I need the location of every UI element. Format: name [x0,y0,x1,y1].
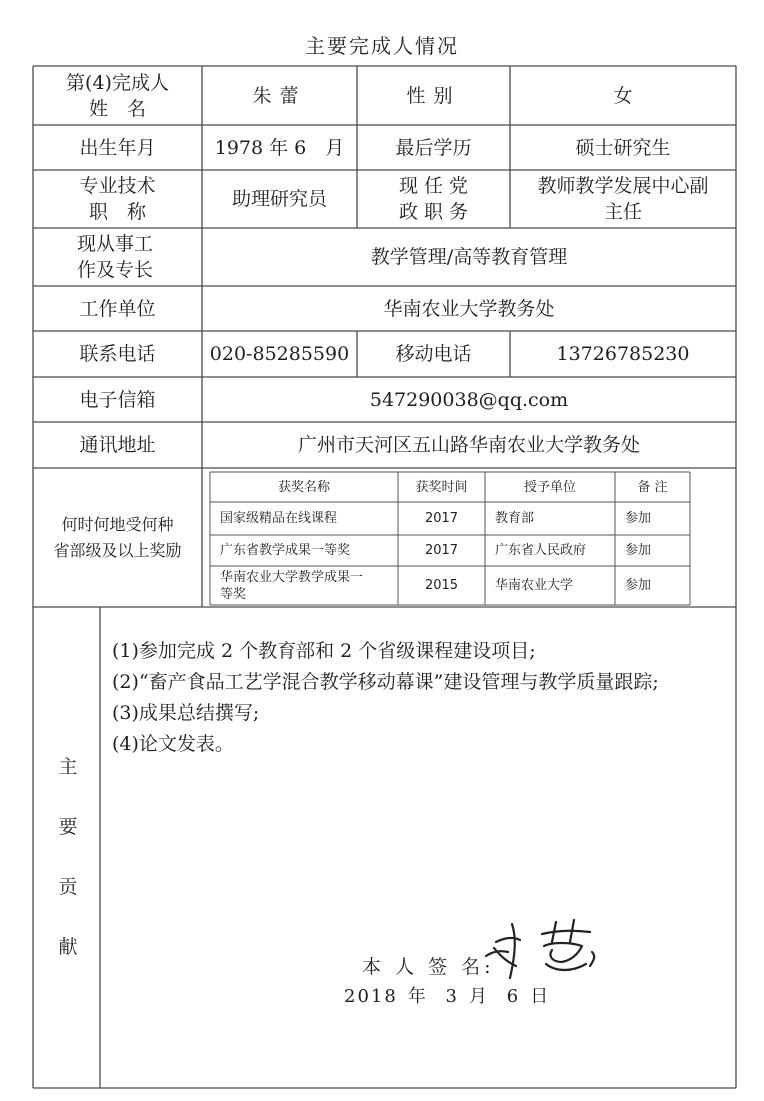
work-value: 教学管理/高等教育管理 [370,246,568,268]
contribution-label-char: 要 [58,816,78,838]
award-row-2-year: 2017 [424,543,459,558]
award-row-1-org: 教育部 [495,511,535,526]
page-title: 主要完成人情况 [305,34,459,58]
contribution-label-char: 主 [58,756,78,778]
signature-date [344,982,560,1008]
birth-label: 出生年月 [79,136,156,159]
award-row-3-name-2: 等奖 [220,586,247,602]
date-day: 6 [506,986,521,1007]
contribution-label-char: 贡 [58,876,78,898]
education-label: 最后学历 [395,136,472,159]
post-label-1: 现 任 党 [398,175,469,197]
gender-value: 女 [613,84,633,107]
address-value: 广州市天河区五山路华南农业大学教务处 [297,434,640,456]
handwritten-signature [482,912,602,982]
date-month: 3 [445,986,459,1007]
award-row-2-name: 广东省教学成果一等奖 [220,543,351,558]
award-row-1-note: 参加 [625,511,652,526]
contribution-label-char: 献 [58,936,78,958]
mobile-value: 13726785230 [556,343,690,365]
awards-label-2: 省部级及以上奖励 [53,540,182,560]
rank-label: 第(4)完成人 [66,71,169,94]
award-row-3-name [210,566,398,605]
award-row-2-org: 广东省人民政府 [495,543,587,558]
awards-header-note: 备 注 [637,479,668,495]
award-row-1-name: 国家级精品在线课程 [220,511,338,526]
contribution-label [50,752,86,992]
phone-value: 020-85285590 [209,343,350,365]
date-month-unit: 月 [469,986,489,1007]
post-label-cell [357,170,510,228]
date-year-unit: 年 [407,986,428,1007]
name-value: 朱蕾 [252,84,307,107]
tech-title-label-2: 职 称 [88,201,146,223]
tech-title-label-1: 专业技术 [79,175,156,197]
signature-label: 本 人 签 名: [362,956,495,978]
post-value-cell [510,170,736,228]
date-year: 2018 [344,986,398,1007]
post-value-2: 主任 [603,201,642,223]
award-row-1-year: 2017 [424,511,459,526]
date-day-unit: 日 [530,986,551,1007]
work-label-2: 作及专长 [77,259,154,281]
award-row-3-name-1: 华南农业大学教学成果一 [220,569,364,585]
email-label: 电子信箱 [79,388,156,411]
award-row-3-year: 2015 [424,578,459,593]
awards-label-1: 何时何地受何种 [61,514,174,534]
contribution-item: (4)论文发表。 [112,733,234,755]
rank-name-label-cell [33,66,202,125]
tech-title-label-cell [33,170,202,228]
award-row-2-note: 参加 [625,543,652,558]
contribution-item: (1)参加完成 2 个教育部和 2 个省级课程建设项目; [112,640,536,662]
awards-label-cell [33,468,202,607]
name-label: 姓 名 [88,97,146,120]
mobile-label: 移动电话 [395,343,472,365]
contribution-list [112,636,732,760]
email-value: 547290038@qq.com [369,388,569,411]
awards-header-name: 获奖名称 [277,479,330,495]
award-row-3-note: 参加 [625,578,652,593]
phone-label: 联系电话 [79,343,156,365]
unit-value: 华南农业大学教务处 [383,297,555,320]
work-label-cell [33,228,202,286]
awards-header-org: 授予单位 [523,479,576,495]
address-label: 通讯地址 [79,434,156,456]
birth-value: 1978 年 6 月 [214,136,345,159]
awards-header-year: 获奖时间 [415,479,468,495]
tech-title-value: 助理研究员 [231,188,327,210]
work-label-1: 现从事工 [77,233,154,255]
post-label-2: 政 职 务 [398,201,469,223]
education-value: 硕士研究生 [575,136,671,159]
contribution-item: (2)“畜产食品工艺学混合教学移动幕课”建设管理与教学质量跟踪; [112,671,659,693]
award-row-3-org: 华南农业大学 [495,578,574,593]
post-value-1: 教师教学发展中心副 [537,175,709,197]
contribution-item: (3)成果总结撰写; [112,702,260,724]
gender-label: 性别 [406,84,461,107]
unit-label: 工作单位 [79,297,156,320]
